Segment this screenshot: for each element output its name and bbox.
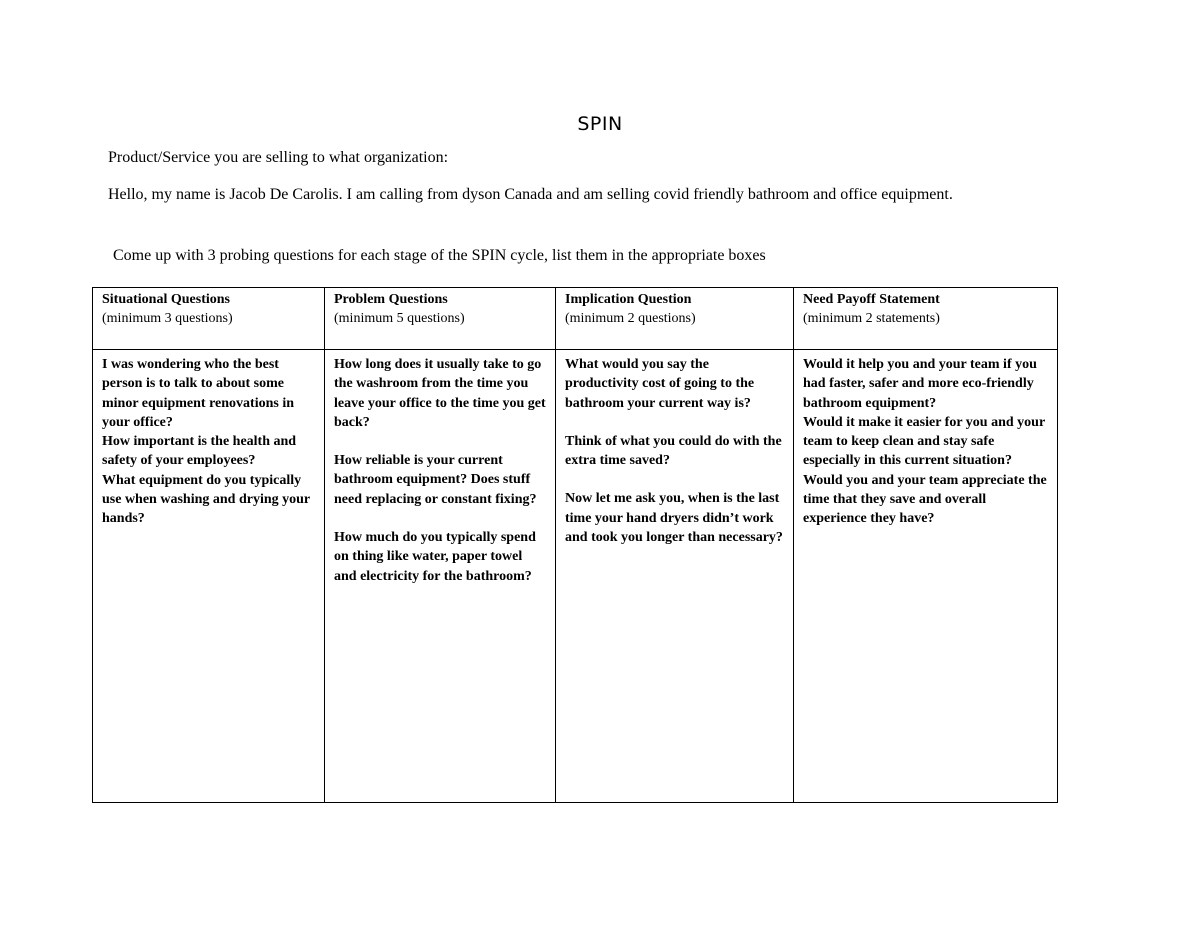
question-item: Would it make it easier for you and your team to keep clean and stay safe especially in this current situation? [803, 414, 1045, 469]
spin-header-row [93, 288, 1058, 350]
question-item: I was wondering who the best person is to talk to about some minor equipment renovations in your office? [102, 357, 295, 430]
page-title: SPIN [577, 113, 623, 135]
column-title: Situational Questions [102, 292, 230, 307]
question-item: Would you and your team appreciate the time that they save and overall experience they have? [803, 472, 1047, 527]
column-subtitle: (minimum 3 questions) [102, 311, 233, 327]
question-item: How reliable is your current bathroom equipment? Does stuff need replacing or constant fixing? [334, 453, 537, 507]
cell-situational [93, 350, 325, 803]
question-item: How important is the health and safety of your employees? [102, 434, 297, 469]
intro-paragraph: Hello, my name is Jacob De Carolis. I am calling from dyson Canada and am selling covid friendly bathroom and office equipment. [108, 186, 953, 203]
column-subtitle: (minimum 2 statements) [803, 311, 940, 327]
column-subtitle: (minimum 2 questions) [565, 311, 696, 327]
question-item: What would you say the productivity cost of going to the bathroom your current way is? [565, 357, 755, 411]
question-item: Would it help you and your team if you had faster, safer and more eco-friendly bathroom equipment? [803, 357, 1037, 411]
question-item: What equipment do you typically use when washing and drying your hands? [102, 472, 310, 527]
spin-table [92, 287, 1058, 803]
question-item: How long does it usually take to go the washroom from the time you leave your office to the time you get back? [334, 357, 546, 430]
header-need-payoff [794, 288, 1058, 350]
column-title: Problem Questions [334, 292, 448, 307]
prompt-line: Product/Service you are selling to what organization: [108, 149, 449, 166]
question-item: How much do you typically spend on thing like water, paper towel and electricity for the bathroom? [334, 530, 536, 584]
question-item: Now let me ask you, when is the last time your hand dryers didn’t work and took you longer than necessary? [565, 491, 783, 546]
header-implication [556, 288, 794, 350]
header-situational [93, 288, 325, 350]
spin-body-row [93, 350, 1058, 803]
instructions-line: Come up with 3 probing questions for each stage of the SPIN cycle, list them in the appropriate boxes [113, 247, 766, 264]
question-item: Think of what you could do with the extra time saved? [565, 433, 782, 469]
column-subtitle: (minimum 5 questions) [334, 311, 465, 327]
cell-problem [325, 350, 556, 803]
cell-need-payoff [794, 350, 1058, 803]
column-title: Implication Question [565, 292, 692, 307]
column-title: Need Payoff Statement [803, 292, 940, 307]
cell-implication [556, 350, 794, 803]
header-problem [325, 288, 556, 350]
